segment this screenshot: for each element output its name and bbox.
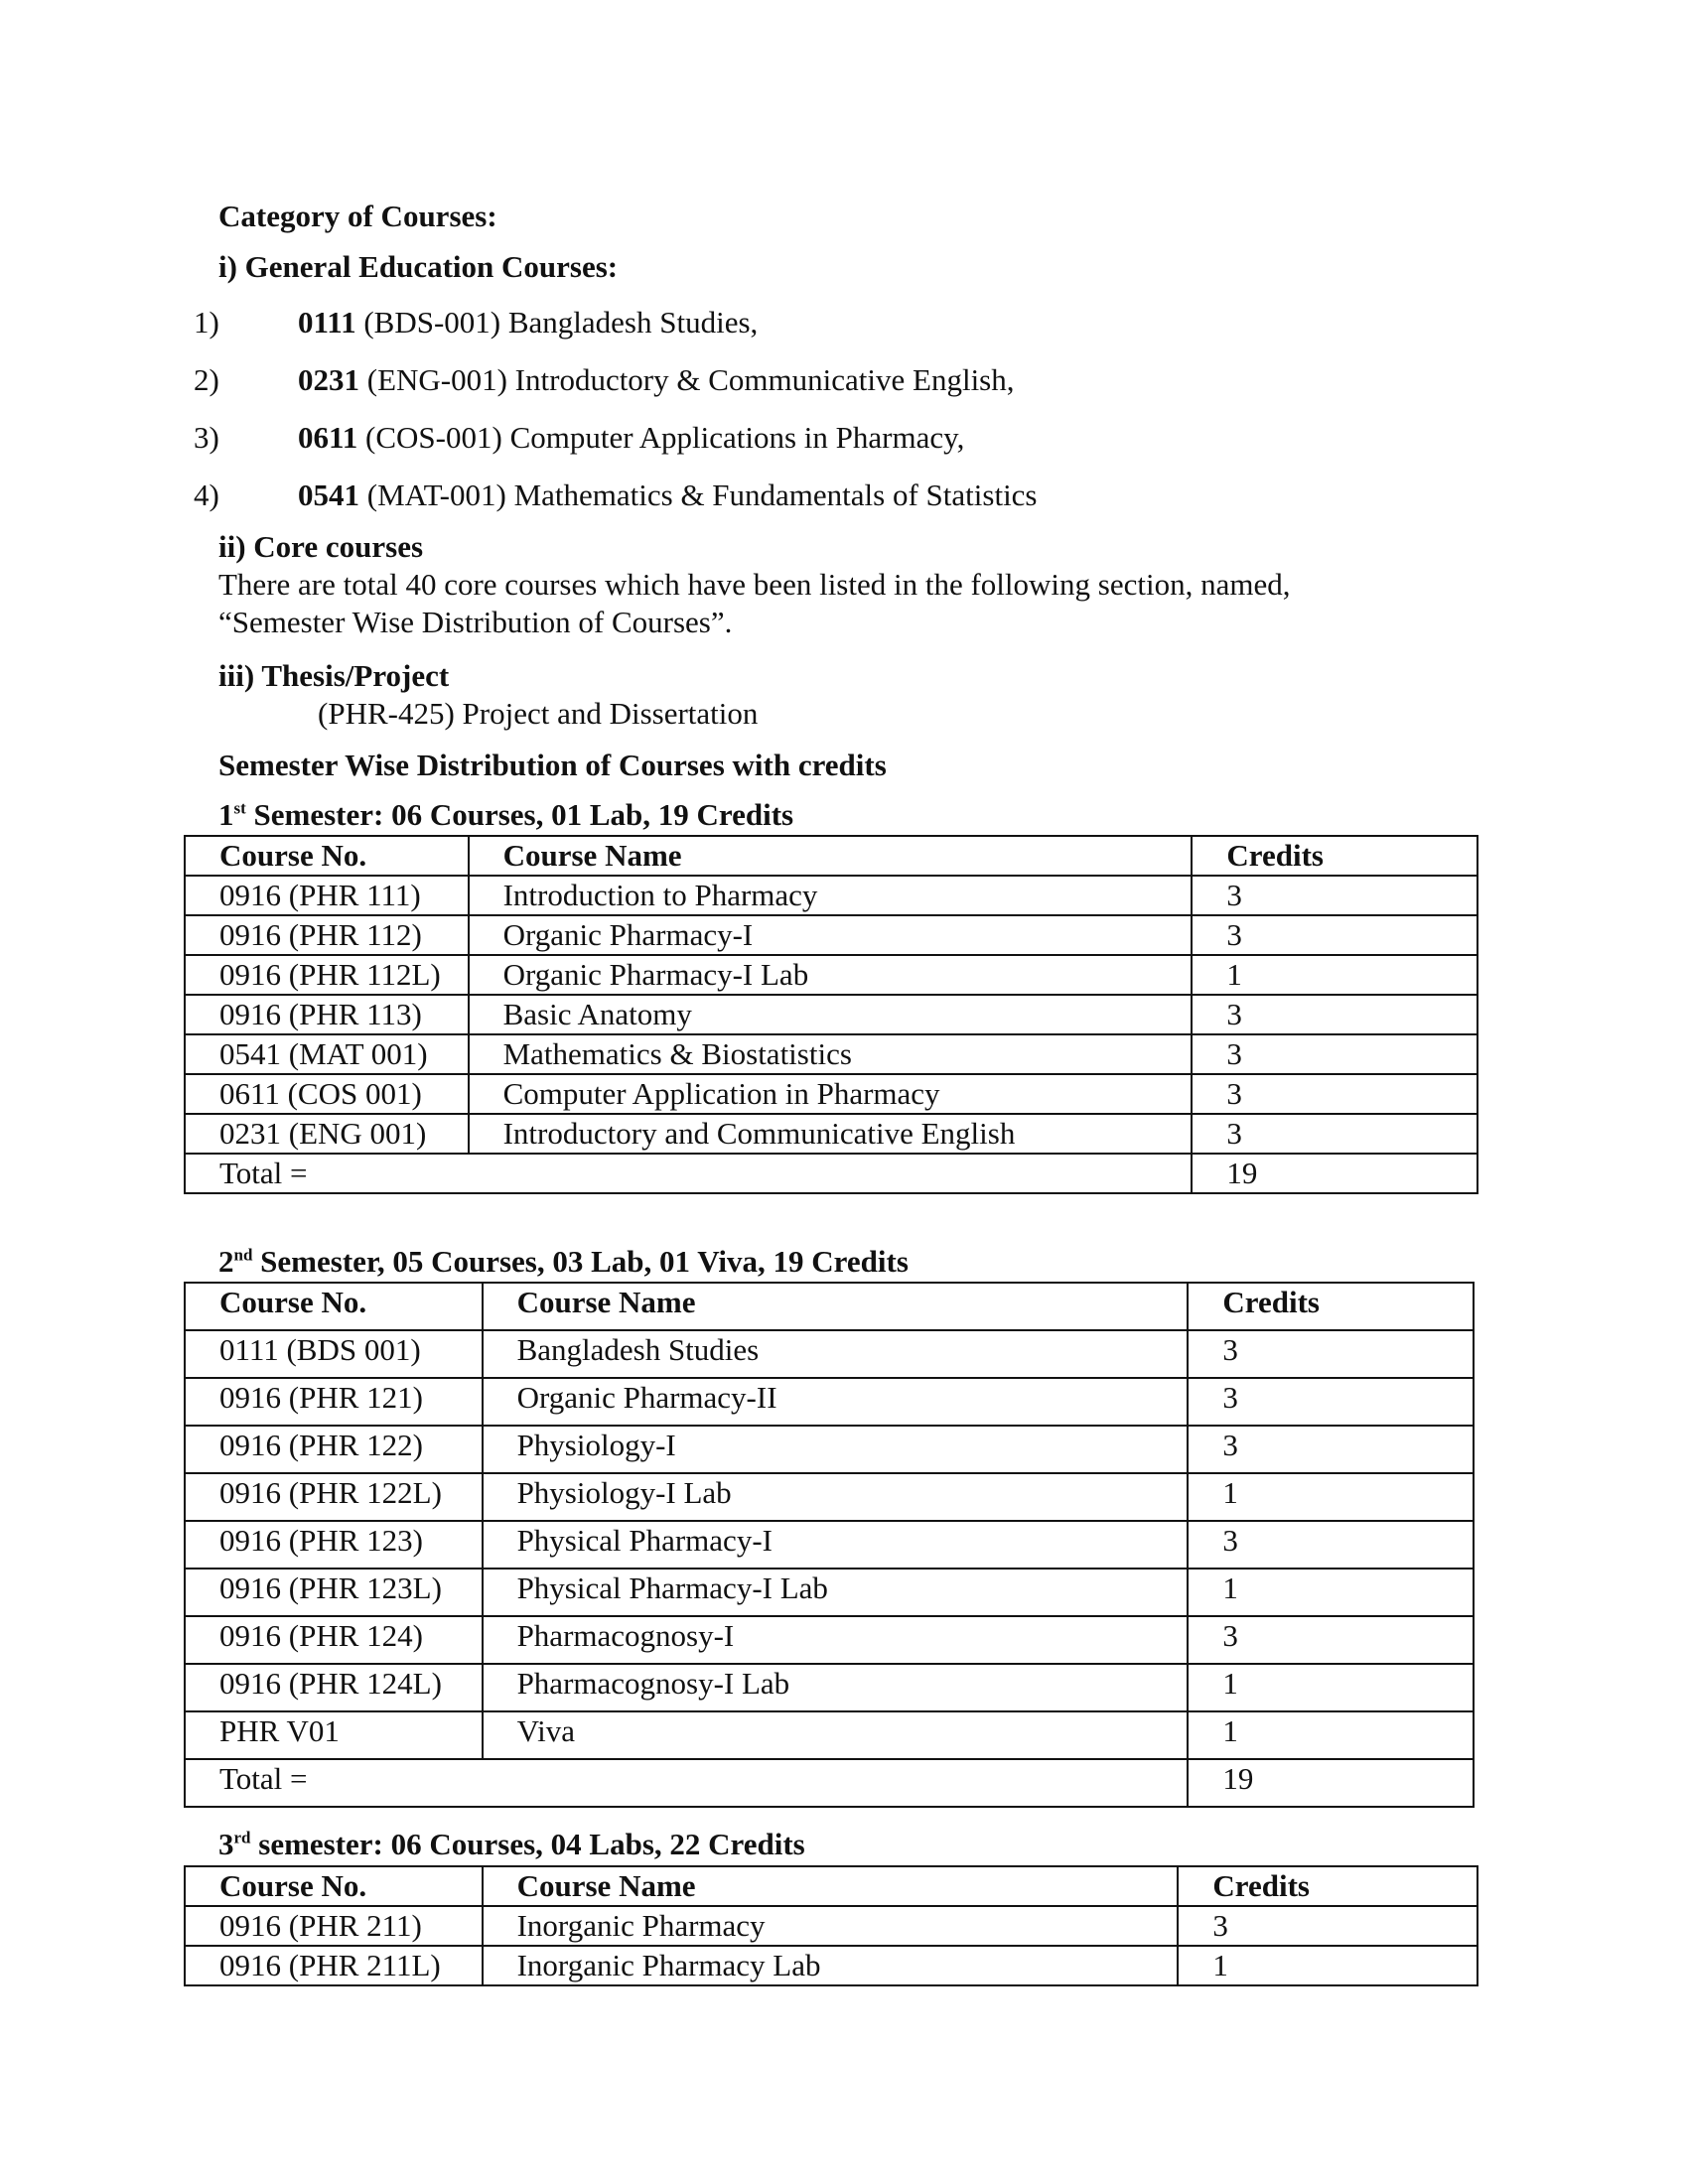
- course-no: 0916 (PHR 121): [185, 1378, 483, 1426]
- table-row: [185, 1473, 1474, 1521]
- core-courses-text: There are total 40 core courses which have been listed in the following section, named,: [218, 567, 1291, 602]
- table-row: [185, 1616, 1474, 1664]
- total-value: 19: [1192, 1154, 1477, 1193]
- header-course-name: Course Name: [483, 1283, 1189, 1330]
- credits: 1: [1188, 1664, 1474, 1711]
- table-row: [185, 876, 1477, 915]
- course-no: 0916 (PHR 111): [185, 876, 469, 915]
- course-code: 0111: [298, 305, 356, 340]
- total-value: 19: [1188, 1759, 1474, 1807]
- credits: 1: [1188, 1569, 1474, 1616]
- course-name: Inorganic Pharmacy Lab: [483, 1946, 1179, 1985]
- credits: 3: [1188, 1521, 1474, 1569]
- total-row: [185, 1759, 1474, 1807]
- course-no: 0916 (PHR 124): [185, 1616, 483, 1664]
- total-label: Total =: [185, 1154, 1192, 1193]
- distribution-title: Semester Wise Distribution of Courses with credits: [218, 748, 887, 782]
- course-no: PHR V01: [185, 1711, 483, 1759]
- course-name: Organic Pharmacy-I: [469, 915, 1193, 955]
- course-text: (MAT-001) Mathematics & Fundamentals of Statistics: [359, 478, 1038, 512]
- course-name: Physical Pharmacy-I: [483, 1521, 1189, 1569]
- course-text: (ENG-001) Introductory & Communicative English,: [359, 362, 1015, 397]
- table-header-row: [185, 836, 1477, 876]
- course-name: Inorganic Pharmacy: [483, 1906, 1179, 1946]
- course-no: 0916 (PHR 122): [185, 1426, 483, 1473]
- header-course-name: Course Name: [483, 1866, 1179, 1906]
- thesis-item: (PHR-425) Project and Dissertation: [318, 696, 759, 731]
- semester-2-table: [184, 1282, 1475, 1808]
- course-name: Pharmacognosy-I Lab: [483, 1664, 1189, 1711]
- course-name: Mathematics & Biostatistics: [469, 1034, 1193, 1074]
- credits: 3: [1178, 1906, 1477, 1946]
- course-no: 0231 (ENG 001): [185, 1114, 469, 1154]
- total-row: [185, 1154, 1477, 1193]
- course-code: 0541: [298, 478, 359, 512]
- table-row: [185, 1946, 1477, 1985]
- core-courses-text: “Semester Wise Distribution of Courses”.: [218, 605, 733, 639]
- course-name: Bangladesh Studies: [483, 1330, 1189, 1378]
- table-header-row: [185, 1283, 1474, 1330]
- course-no: 0916 (PHR 211): [185, 1906, 483, 1946]
- credits: 3: [1188, 1378, 1474, 1426]
- table-row: [185, 1569, 1474, 1616]
- credits: 3: [1188, 1330, 1474, 1378]
- semester-1-title: 1st Semester: 06 Courses, 01 Lab, 19 Credits: [218, 797, 794, 832]
- table-row: [185, 1711, 1474, 1759]
- course-no: 0111 (BDS 001): [185, 1330, 483, 1378]
- credits: 1: [1192, 955, 1477, 995]
- table-row: [185, 1330, 1474, 1378]
- semester-2-title: 2nd Semester, 05 Courses, 03 Lab, 01 Viva, 19 Credits: [218, 1244, 909, 1279]
- header-course-name: Course Name: [469, 836, 1193, 876]
- course-name: Introductory and Communicative English: [469, 1114, 1193, 1154]
- header-course-no: Course No.: [185, 1283, 483, 1330]
- credits: 3: [1192, 876, 1477, 915]
- credits: 3: [1188, 1426, 1474, 1473]
- credits: 3: [1188, 1616, 1474, 1664]
- header-course-no: Course No.: [185, 836, 469, 876]
- table-row: [185, 1378, 1474, 1426]
- table-row: [185, 915, 1477, 955]
- list-item: [194, 478, 1038, 513]
- course-no: 0611 (COS 001): [185, 1074, 469, 1114]
- list-number: 4): [194, 478, 219, 512]
- credits: 3: [1192, 915, 1477, 955]
- table-row: [185, 995, 1477, 1034]
- credits: 3: [1192, 1034, 1477, 1074]
- credits: 3: [1192, 1074, 1477, 1114]
- course-name: Introduction to Pharmacy: [469, 876, 1193, 915]
- table-row: [185, 1664, 1474, 1711]
- course-name: Pharmacognosy-I: [483, 1616, 1189, 1664]
- table-header-row: [185, 1866, 1477, 1906]
- credits: 3: [1192, 995, 1477, 1034]
- header-credits: Credits: [1192, 836, 1477, 876]
- course-code: 0231: [298, 362, 359, 397]
- header-course-no: Course No.: [185, 1866, 483, 1906]
- course-no: 0916 (PHR 123): [185, 1521, 483, 1569]
- total-label: Total =: [185, 1759, 1188, 1807]
- table-row: [185, 1521, 1474, 1569]
- course-text: (BDS-001) Bangladesh Studies,: [355, 305, 759, 340]
- course-no: 0541 (MAT 001): [185, 1034, 469, 1074]
- course-no: 0916 (PHR 124L): [185, 1664, 483, 1711]
- table-row: [185, 1426, 1474, 1473]
- semester-3-title: 3rd semester: 06 Courses, 04 Labs, 22 Credits: [218, 1827, 805, 1861]
- course-name: Physical Pharmacy-I Lab: [483, 1569, 1189, 1616]
- core-courses-title: ii) Core courses: [218, 529, 424, 564]
- header-credits: Credits: [1188, 1283, 1474, 1330]
- list-item: [194, 362, 1015, 398]
- thesis-title: iii) Thesis/Project: [218, 658, 450, 693]
- general-education-title: i) General Education Courses:: [218, 249, 619, 284]
- table-row: [185, 1906, 1477, 1946]
- course-no: 0916 (PHR 123L): [185, 1569, 483, 1616]
- table-row: [185, 1114, 1477, 1154]
- credits: 1: [1178, 1946, 1477, 1985]
- course-name: Organic Pharmacy-II: [483, 1378, 1189, 1426]
- course-name: Organic Pharmacy-I Lab: [469, 955, 1193, 995]
- table-row: [185, 1074, 1477, 1114]
- course-no: 0916 (PHR 211L): [185, 1946, 483, 1985]
- credits: 1: [1188, 1711, 1474, 1759]
- course-name: Viva: [483, 1711, 1189, 1759]
- course-code: 0611: [298, 420, 358, 455]
- course-no: 0916 (PHR 112L): [185, 955, 469, 995]
- course-no: 0916 (PHR 112): [185, 915, 469, 955]
- list-number: 3): [194, 420, 219, 455]
- course-name: Computer Application in Pharmacy: [469, 1074, 1193, 1114]
- course-no: 0916 (PHR 122L): [185, 1473, 483, 1521]
- list-number: 2): [194, 362, 219, 397]
- course-no: 0916 (PHR 113): [185, 995, 469, 1034]
- credits: 1: [1188, 1473, 1474, 1521]
- list-item: [194, 420, 964, 456]
- course-name: Basic Anatomy: [469, 995, 1193, 1034]
- credits: 3: [1192, 1114, 1477, 1154]
- list-item: [194, 305, 758, 341]
- course-name: Physiology-I Lab: [483, 1473, 1189, 1521]
- category-title: Category of Courses:: [218, 199, 497, 233]
- course-text: (COS-001) Computer Applications in Pharmacy,: [357, 420, 965, 455]
- semester-1-table: [184, 835, 1478, 1194]
- table-row: [185, 1034, 1477, 1074]
- table-row: [185, 955, 1477, 995]
- list-number: 1): [194, 305, 219, 340]
- header-credits: Credits: [1178, 1866, 1477, 1906]
- semester-3-table: [184, 1865, 1478, 1986]
- course-name: Physiology-I: [483, 1426, 1189, 1473]
